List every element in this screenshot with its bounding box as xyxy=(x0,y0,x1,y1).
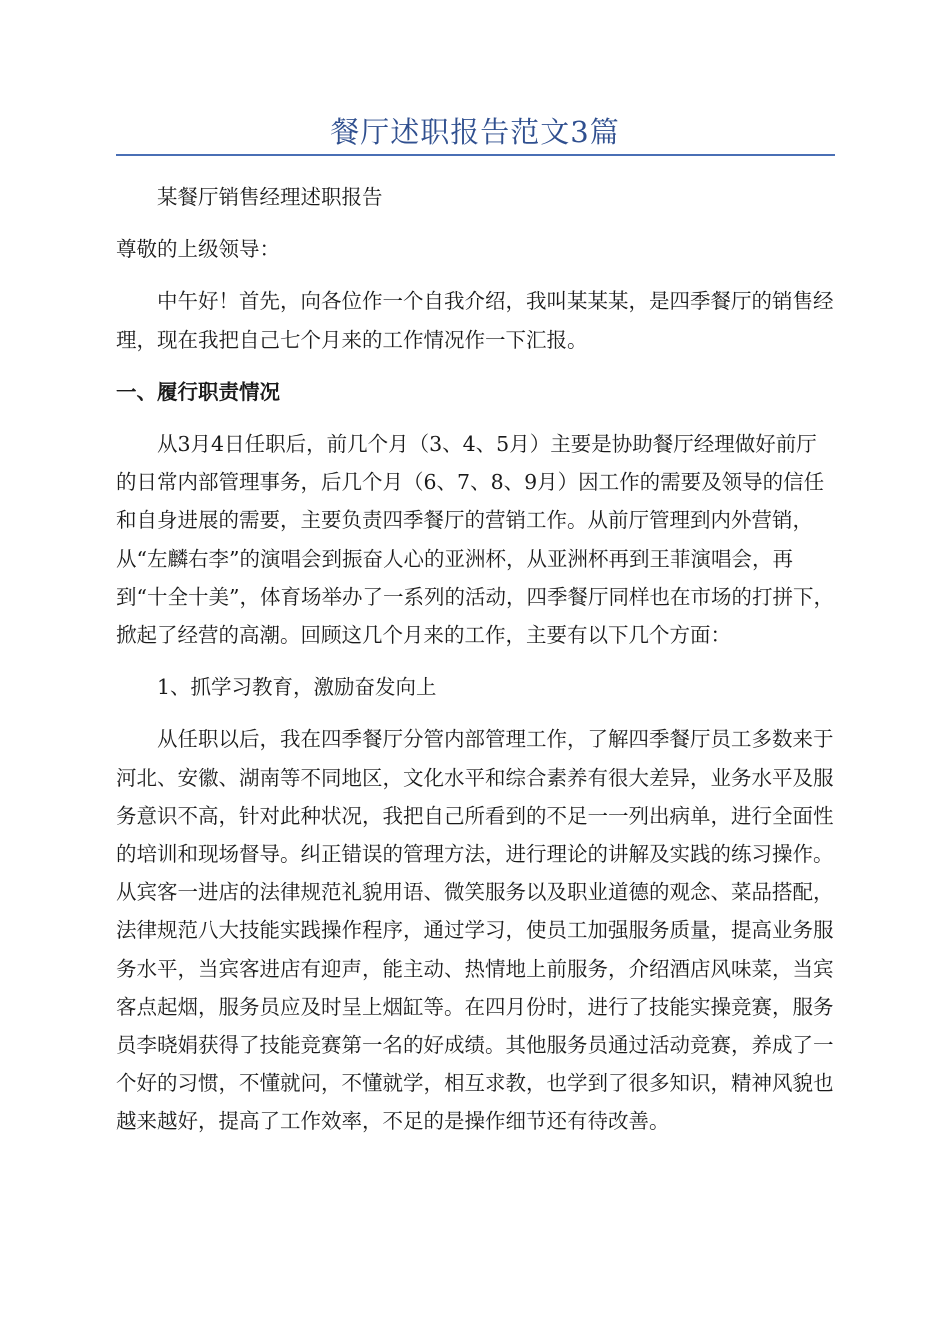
title-underline xyxy=(116,154,835,156)
intro-paragraph: 中午好！首先，向各位作一个自我介绍，我叫某某某，是四季餐厅的销售经理，现在我把自己七个月来的工作情况作一下汇报。 xyxy=(116,289,834,352)
document-title: 餐厅述职报告范文3篇 xyxy=(330,115,620,149)
document-body xyxy=(116,178,836,1141)
salutation: 尊敬的上级领导： xyxy=(116,237,280,262)
report-subtitle: 某餐厅销售经理述职报告 xyxy=(157,185,383,209)
item-heading-study: 1、抓学习教育，激励奋发向上 xyxy=(157,675,437,700)
section-heading-duties: 一、履行职责情况 xyxy=(116,379,280,404)
duties-paragraph: 从3月4日任职后，前几个月（3、4、5月）主要是协助餐厅经理做好前厅的日常内部管理事务，后几个月（6、7、8、9月）因工作的需要及领导的信任和自身进展的需要，主要负责四季餐厅的营销工作。从前厅管理到内外营销，从“左麟右李”的演唱会到振奋人心的亚洲杯，从亚洲杯再到王菲演唱会，再到“十全十美”，体育场举办了一系列的活动，四季餐厅同样也在市场的打拼下，掀起了经营的高潮。回顾这几个月来的工作，主要有以下几个方面： xyxy=(116,432,834,648)
study-paragraph: 从任职以后，我在四季餐厅分管内部管理工作，了解四季餐厅员工多数来于河北、安徽、湖南等不同地区，文化水平和综合素养有很大差异，业务水平及服务意识不高，针对此种状况，我把自己所看到的不足一一列出病单，进行全面性的培训和现场督导。纠正错误的管理方法，进行理论的讲解及实践的练习操作。从宾客一进店的法律规范礼貌用语、微笑服务以及职业道德的观念、菜品搭配，法律规范八大技能实践操作程序，通过学习，使员工加强服务质量，提高业务服务水平，当宾客进店有迎声，能主动、热情地上前服务，介绍酒店风味菜，当宾客点起烟，服务员应及时呈上烟缸等。在四月份时，进行了技能实操竞赛，服务员李晓娟获得了技能竞赛第一名的好成绩。其他服务员通过活动竞赛，养成了一个好的习惯，不懂就问，不懂就学，相互求教，也学到了很多知识，精神风貌也越来越好，提高了工作效率，不足的是操作细节还有待改善。 xyxy=(116,727,834,1134)
